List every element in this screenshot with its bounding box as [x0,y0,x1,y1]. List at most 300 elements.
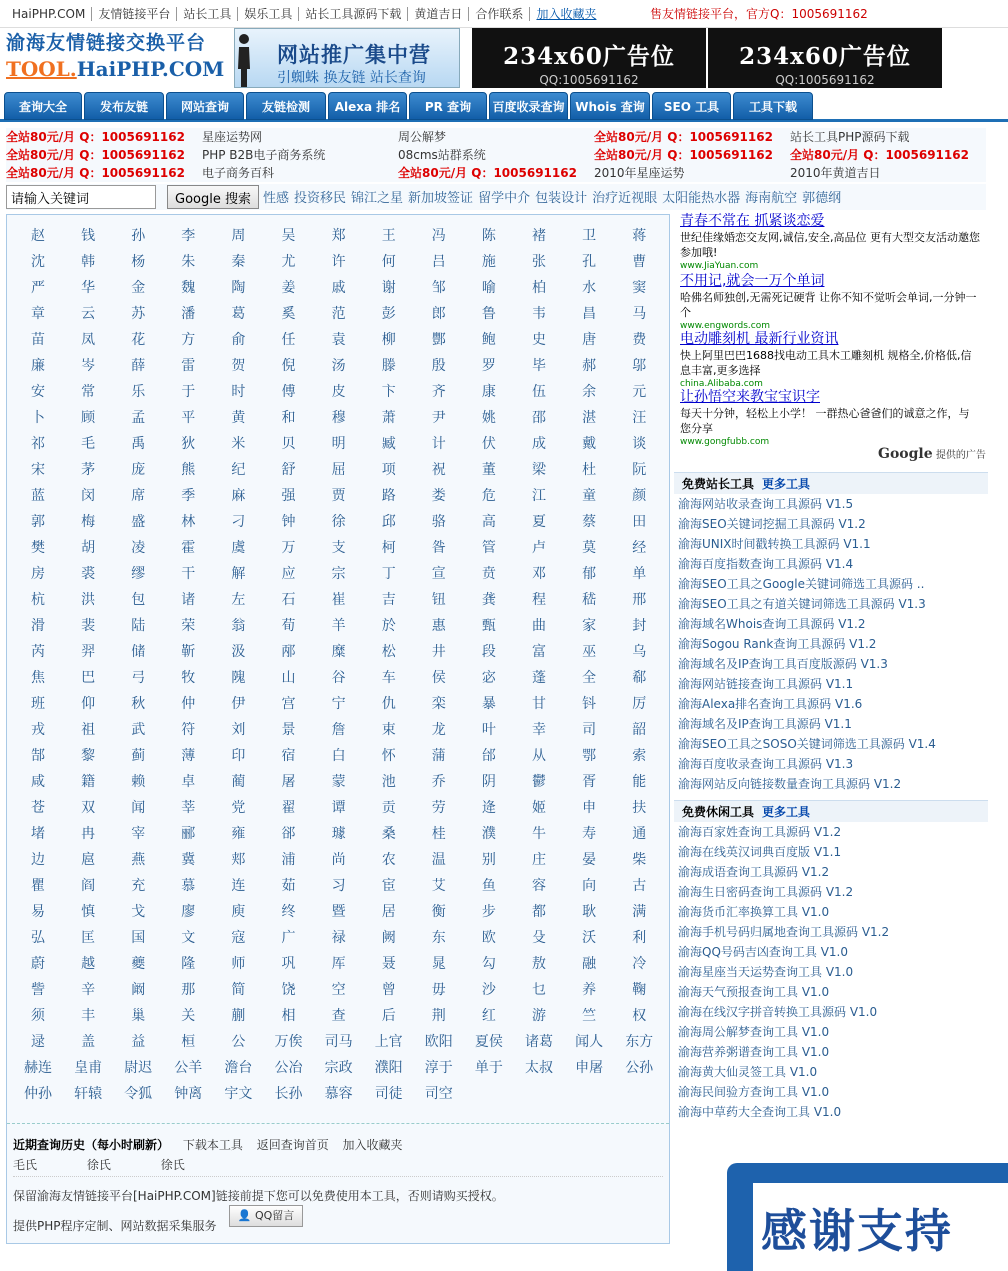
nav-tab[interactable]: 友链检测 [246,92,326,120]
tool-link[interactable]: 渝海黄大仙灵签工具 V1.0 [678,1065,818,1079]
surname-link[interactable]: 芮 [31,644,45,660]
surname-link[interactable]: 乔 [431,774,446,790]
tool-link[interactable]: 渝海民间验方查询工具 V1.0 [678,1085,830,1099]
surname-link[interactable]: 储 [131,644,146,660]
surname-link[interactable]: 云 [81,306,96,322]
surname-link[interactable]: 都 [532,904,546,920]
surname-link[interactable]: 杭 [31,592,45,608]
surname-link[interactable]: 文 [181,930,196,946]
surname-link[interactable]: 贝 [281,436,296,452]
hot-keyword[interactable]: 海南航空 [745,191,798,206]
surname-link[interactable]: 黎 [81,748,96,764]
surname-link[interactable]: 董 [481,462,496,478]
surname-link[interactable]: 郝 [582,358,597,374]
surname-link[interactable]: 吉 [381,592,396,608]
surname-link[interactable]: 夏 [532,514,546,530]
tool-link[interactable]: 渝海SEO关键词挖掘工具源码 V1.2 [678,517,866,531]
surname-link[interactable]: 柴 [632,852,647,868]
tool-link[interactable]: 渝海百家姓查询工具源码 V1.2 [678,825,842,839]
surname-link[interactable]: 戈 [131,904,146,920]
surname-link[interactable]: 谷 [331,670,346,686]
surname-link[interactable]: 左 [231,592,246,608]
ad-item[interactable] [680,330,980,390]
surname-link[interactable]: 司空 [424,1086,453,1102]
surname-link[interactable]: 甘 [532,696,546,712]
surname-link[interactable]: 盛 [131,514,146,530]
surname-link[interactable]: 虞 [231,540,246,556]
surname-link[interactable]: 顾 [81,410,96,426]
surname-link[interactable]: 凌 [131,540,146,556]
surname-link[interactable]: 雷 [181,358,196,374]
surname-link[interactable]: 奚 [281,306,296,322]
surname-link[interactable]: 贺 [231,358,246,374]
hot-keyword[interactable]: 包装设计 [535,191,588,206]
surname-link[interactable]: 姜 [281,280,296,296]
surname-link[interactable]: 冷 [632,956,647,972]
surname-link[interactable]: 湛 [582,410,597,426]
surname-link[interactable]: 轩辕 [74,1086,103,1102]
surname-link[interactable]: 乜 [532,982,546,998]
surname-link[interactable]: 邹 [431,280,446,296]
surname-link[interactable]: 符 [181,722,196,738]
surname-link[interactable]: 方 [181,332,196,348]
surname-link[interactable]: 石 [281,592,296,608]
surname-link[interactable]: 戚 [331,280,346,296]
surname-link[interactable]: 空 [331,982,346,998]
surname-link[interactable]: 融 [582,956,597,972]
surname-link[interactable]: 澹台 [224,1060,253,1076]
link-ad-red[interactable]: 全站80元/月 Q：1005691162 [594,130,773,144]
surname-link[interactable]: 缪 [131,566,146,582]
surname-link[interactable]: 欧 [481,930,496,946]
surname-link[interactable]: 严 [31,280,45,296]
hot-keyword[interactable]: 新加坡签证 [408,191,474,206]
hot-keyword[interactable]: 太阳能热水器 [662,191,741,206]
surname-link[interactable]: 金 [131,280,146,296]
ad-item[interactable] [680,212,980,272]
surname-link[interactable]: 孟 [131,410,146,426]
surname-link[interactable]: 甄 [481,618,496,634]
nav-tab[interactable]: Whois 查询 [570,92,650,120]
surname-link[interactable]: 俞 [231,332,246,348]
link-item[interactable]: 电子商务百科 [202,166,275,180]
surname-link[interactable]: 上官 [374,1034,403,1050]
surname-link[interactable]: 昌 [582,306,597,322]
nav-tab[interactable]: 查询大全 [4,92,82,120]
surname-link[interactable]: 夏侯 [474,1034,503,1050]
hot-keyword[interactable]: 性感 [263,191,290,206]
surname-link[interactable]: 羿 [81,644,96,660]
surname-link[interactable]: 尚 [331,852,346,868]
surname-link[interactable]: 卞 [381,384,396,400]
tool-link[interactable]: 渝海天气预报查询工具 V1.0 [678,985,830,999]
surname-link[interactable]: 戎 [31,722,45,738]
surname-link[interactable]: 巴 [81,670,96,686]
surname-link[interactable]: 习 [331,878,346,894]
tool-link[interactable]: 渝海中草药大全查询工具 V1.0 [678,1105,842,1119]
surname-link[interactable]: 蒲 [431,748,446,764]
surname-link[interactable]: 洪 [81,592,96,608]
surname-link[interactable]: 林 [181,514,196,530]
surname-link[interactable]: 屠 [281,774,296,790]
surname-link[interactable]: 秋 [131,696,146,712]
surname-link[interactable]: 季 [181,488,196,504]
surname-link[interactable]: 东 [431,930,446,946]
surname-link[interactable]: 欧阳 [424,1034,453,1050]
surname-link[interactable]: 公孙 [625,1060,654,1076]
surname-link[interactable]: 蓟 [131,748,146,764]
surname-link[interactable]: 康 [481,384,496,400]
surname-link[interactable]: 房 [31,566,45,582]
surname-link[interactable]: 巫 [582,644,597,660]
surname-link[interactable]: 包 [131,592,146,608]
surname-link[interactable]: 通 [632,826,647,842]
surname-link[interactable]: 权 [632,1008,647,1024]
surname-link[interactable]: 王 [381,228,396,244]
surname-link[interactable]: 广 [281,930,296,946]
surname-link[interactable]: 卜 [31,410,45,426]
surname-link[interactable]: 谭 [331,800,346,816]
surname-link[interactable]: 邵 [532,410,546,426]
surname-link[interactable]: 娄 [431,488,446,504]
surname-link[interactable]: 樊 [31,540,45,556]
surname-link[interactable]: 逄 [481,800,496,816]
surname-link[interactable]: 庞 [131,462,146,478]
surname-link[interactable]: 宇文 [224,1086,253,1102]
surname-link[interactable]: 嵇 [582,592,597,608]
surname-link[interactable]: 路 [381,488,396,504]
surname-link[interactable]: 束 [381,722,396,738]
surname-link[interactable]: 武 [131,722,146,738]
surname-link[interactable]: 唐 [582,332,597,348]
surname-link[interactable]: 易 [31,904,45,920]
surname-link[interactable]: 关 [181,1008,196,1024]
surname-link[interactable]: 韦 [532,306,546,322]
surname-link[interactable]: 毋 [431,982,446,998]
surname-link[interactable]: 凤 [81,332,96,348]
surname-link[interactable]: 鞠 [632,982,647,998]
surname-link[interactable]: 孔 [582,254,597,270]
ad-title[interactable]: 电动雕刻机 最新行业资讯 [680,331,839,347]
surname-link[interactable]: 莘 [181,800,196,816]
surname-link[interactable]: 薛 [131,358,146,374]
tool-link[interactable]: 渝海域名Whois查询工具源码 V1.2 [678,617,866,631]
surname-link[interactable]: 钱 [81,228,96,244]
surname-link[interactable]: 单于 [474,1060,503,1076]
surname-link[interactable]: 牧 [181,670,196,686]
surname-link[interactable]: 宋 [31,462,45,478]
surname-link[interactable]: 申 [582,800,597,816]
surname-link[interactable]: 司 [582,722,597,738]
tool-link[interactable]: 渝海百度收录查询工具源码 V1.3 [678,757,854,771]
surname-link[interactable]: 蔡 [582,514,597,530]
surname-link[interactable]: 孙 [131,228,146,244]
surname-link[interactable]: 元 [632,384,647,400]
surname-link[interactable]: 仇 [381,696,396,712]
surname-link[interactable]: 童 [582,488,597,504]
surname-link[interactable]: 巢 [131,1008,146,1024]
surname-link[interactable]: 李 [181,228,196,244]
surname-link[interactable]: 贡 [381,800,396,816]
surname-link[interactable]: 车 [381,670,396,686]
google-ad-label[interactable] [878,446,986,462]
surname-link[interactable]: 边 [31,852,45,868]
surname-link[interactable]: 臧 [381,436,396,452]
surname-link[interactable]: 闻 [131,800,146,816]
surname-link[interactable]: 席 [131,488,146,504]
surname-link[interactable]: 别 [481,852,496,868]
surname-link[interactable]: 酆 [431,332,446,348]
nav-tab[interactable]: PR 查询 [409,92,487,120]
surname-link[interactable]: 容 [532,878,546,894]
surname-link[interactable]: 鲍 [481,332,496,348]
surname-link[interactable]: 余 [582,384,597,400]
surname-link[interactable]: 衡 [431,904,446,920]
surname-link[interactable]: 夔 [131,956,146,972]
top-nav-item[interactable]: 合作联系 [469,7,530,21]
surname-link[interactable]: 麻 [231,488,246,504]
top-nav-item[interactable]: 娱乐工具 [238,7,299,21]
surname-link[interactable]: 班 [31,696,45,712]
surname-link[interactable]: 古 [632,878,647,894]
surname-link[interactable]: 冯 [431,228,446,244]
surname-link[interactable]: 印 [231,748,246,764]
surname-link[interactable]: 邴 [281,644,296,660]
surname-link[interactable]: 充 [131,878,146,894]
surname-link[interactable]: 马 [632,306,647,322]
surname-link[interactable]: 祁 [31,436,45,452]
surname-link[interactable]: 褚 [532,228,546,244]
surname-link[interactable]: 郏 [231,852,246,868]
surname-link[interactable]: 扶 [632,800,647,816]
history-item[interactable]: 徐氏 [86,1158,111,1172]
surname-link[interactable]: 弘 [31,930,45,946]
surname-link[interactable]: 鱼 [481,878,496,894]
surname-link[interactable]: 苏 [131,306,146,322]
surname-link[interactable]: 籍 [81,774,96,790]
surname-link[interactable]: 章 [31,306,45,322]
surname-link[interactable]: 殷 [431,358,446,374]
surname-link[interactable]: 富 [532,644,546,660]
surname-link[interactable]: 何 [381,254,396,270]
surname-link[interactable]: 师 [231,956,246,972]
surname-link[interactable]: 陆 [131,618,146,634]
surname-link[interactable]: 冀 [181,852,196,868]
surname-link[interactable]: 钭 [582,696,597,712]
surname-link[interactable]: 伍 [532,384,546,400]
surname-link[interactable]: 纪 [231,462,246,478]
surname-link[interactable]: 劳 [431,800,446,816]
link-ad-red[interactable]: 全站80元/月 Q：1005691162 [790,148,969,162]
surname-link[interactable]: 潘 [181,306,196,322]
surname-link[interactable]: 牛 [532,826,546,842]
more-tools-link[interactable]: 更多工具 [762,477,811,491]
surname-link[interactable]: 聂 [381,956,396,972]
surname-link[interactable]: 咸 [31,774,45,790]
tool-link[interactable]: 渝海手机号码归属地查询工具源码 V1.2 [678,925,890,939]
surname-link[interactable]: 邢 [632,592,647,608]
surname-link[interactable]: 宰 [131,826,146,842]
surname-link[interactable]: 敖 [532,956,546,972]
surname-link[interactable]: 瞿 [31,878,45,894]
surname-link[interactable]: 傅 [281,384,296,400]
tool-link[interactable]: 渝海域名及IP查询工具源码 V1.1 [678,717,852,731]
surname-link[interactable]: 秦 [231,254,246,270]
tool-link[interactable]: 渝海周公解梦查询工具 V1.0 [678,1025,830,1039]
surname-link[interactable]: 东方 [625,1034,654,1050]
surname-link[interactable]: 华 [81,280,96,296]
surname-link[interactable]: 宫 [281,696,296,712]
ad-title[interactable]: 让孙悟空来教宝宝识字 [680,389,820,405]
surname-link[interactable]: 应 [281,566,296,582]
surname-link[interactable]: 索 [632,748,647,764]
surname-link[interactable]: 晏 [582,852,597,868]
surname-link[interactable]: 太叔 [525,1060,553,1076]
surname-link[interactable]: 燕 [131,852,146,868]
hot-keyword[interactable]: 治疗近视眼 [592,191,658,206]
surname-link[interactable]: 从 [532,748,546,764]
link-item[interactable]: 2010年黄道吉日 [790,166,881,180]
surname-link[interactable]: 须 [31,1008,45,1024]
tool-link[interactable]: 渝海生日密码查询工具源码 V1.2 [678,885,854,899]
surname-link[interactable]: 靳 [181,644,196,660]
surname-link[interactable]: 居 [381,904,396,920]
more-tools-link[interactable]: 更多工具 [762,805,811,819]
surname-link[interactable]: 万 [281,540,296,556]
surname-link[interactable]: 堵 [31,826,45,842]
surname-link[interactable]: 邰 [481,748,496,764]
link-item[interactable]: 08cms站群系统 [398,148,486,162]
surname-link[interactable]: 刘 [231,722,246,738]
surname-link[interactable]: 司马 [324,1034,353,1050]
surname-link[interactable]: 诸葛 [525,1034,553,1050]
surname-link[interactable]: 钟离 [174,1086,203,1102]
surname-link[interactable]: 黄 [231,410,246,426]
surname-link[interactable]: 訾 [31,982,45,998]
surname-link[interactable]: 蔺 [231,774,246,790]
surname-link[interactable]: 管 [481,540,496,556]
surname-link[interactable]: 柳 [381,332,396,348]
surname-link[interactable]: 乌 [632,644,647,660]
surname-link[interactable]: 竺 [582,1008,597,1024]
surname-link[interactable]: 韩 [81,254,96,270]
surname-link[interactable]: 沈 [31,254,45,270]
tool-link[interactable]: 渝海百度指数查询工具源码 V1.4 [678,557,854,571]
surname-link[interactable]: 后 [381,1008,396,1024]
surname-link[interactable]: 詹 [331,722,346,738]
surname-link[interactable]: 全 [582,670,597,686]
surname-link[interactable]: 皮 [331,384,346,400]
surname-link[interactable]: 仲 [181,696,196,712]
surname-link[interactable]: 阎 [81,878,96,894]
link-item[interactable]: 星座运势网 [202,130,263,144]
ad-item[interactable] [680,272,980,332]
surname-link[interactable]: 单 [632,566,647,582]
surname-link[interactable]: 终 [281,904,296,920]
surname-link[interactable]: 于 [181,384,196,400]
surname-link[interactable]: 鲁 [481,306,496,322]
surname-link[interactable]: 蒯 [231,1008,246,1024]
link-item[interactable]: 2010年星座运势 [594,166,685,180]
surname-link[interactable]: 伏 [481,436,496,452]
surname-link[interactable]: 皇甫 [74,1060,103,1076]
tool-link[interactable]: 渝海SEO工具之Google关键词筛选工具源码 .. [678,577,925,591]
surname-link[interactable]: 隗 [231,670,246,686]
ad-item[interactable] [680,388,980,448]
surname-link[interactable]: 梅 [81,514,96,530]
surname-link[interactable]: 窦 [632,280,647,296]
surname-link[interactable]: 莫 [582,540,597,556]
top-nav-item[interactable]: 站长工具源码下载 [299,7,408,21]
surname-link[interactable]: 沃 [582,930,597,946]
surname-link[interactable]: 郁 [582,566,597,582]
surname-link[interactable]: 吕 [431,254,446,270]
surname-link[interactable]: 桓 [181,1034,196,1050]
surname-link[interactable]: 程 [532,592,546,608]
ad-url[interactable]: www.gongfubb.com [680,437,770,447]
surname-link[interactable]: 薄 [181,748,196,764]
nav-tab[interactable]: SEO 工具 [652,92,731,120]
surname-link[interactable]: 骆 [431,514,446,530]
tool-link[interactable]: 渝海Sogou Rank查询工具源码 V1.2 [678,637,877,651]
nav-tab[interactable]: 发布友链 [84,92,164,120]
surname-link[interactable]: 罗 [481,358,496,374]
surname-link[interactable]: 廖 [181,904,196,920]
link-item[interactable]: 周公解梦 [398,130,447,144]
surname-link[interactable]: 荆 [431,1008,446,1024]
surname-link[interactable]: 苍 [31,800,45,816]
surname-link[interactable]: 柯 [381,540,396,556]
surname-link[interactable]: 暴 [481,696,496,712]
ad-url[interactable]: china.Alibaba.com [680,379,763,389]
surname-link[interactable]: 郑 [331,228,346,244]
top-nav-item[interactable]: 黄道吉日 [408,7,469,21]
surname-link[interactable]: 栾 [431,696,446,712]
surname-link[interactable]: 桂 [431,826,446,842]
surname-link[interactable]: 水 [582,280,597,296]
surname-link[interactable]: 连 [231,878,246,894]
surname-link[interactable]: 穆 [331,410,346,426]
surname-link[interactable]: 项 [381,462,396,478]
surname-link[interactable]: 厉 [632,696,647,712]
surname-link[interactable]: 禄 [331,930,346,946]
surname-link[interactable]: 寿 [582,826,597,842]
surname-link[interactable]: 濮 [481,826,496,842]
surname-link[interactable]: 养 [582,982,597,998]
surname-link[interactable]: 茹 [281,878,296,894]
surname-link[interactable]: 陶 [231,280,246,296]
surname-link[interactable]: 郎 [431,306,446,322]
surname-link[interactable]: 狄 [181,436,196,452]
surname-link[interactable]: 费 [632,332,647,348]
tool-link[interactable]: 渝海成语查询工具源码 V1.2 [678,865,830,879]
surname-link[interactable]: 郜 [31,748,45,764]
surname-link[interactable]: 翟 [281,800,296,816]
surname-link[interactable]: 卫 [582,228,597,244]
tool-link[interactable]: 渝海在线英汉词典百度版 V1.1 [678,845,842,859]
surname-link[interactable]: 羊 [331,618,346,634]
surname-link[interactable]: 濮阳 [374,1060,403,1076]
surname-link[interactable]: 益 [131,1034,146,1050]
surname-link[interactable]: 阙 [381,930,396,946]
surname-link[interactable]: 侯 [431,670,446,686]
link-item[interactable]: 站长工具PHP源码下载 [790,130,910,144]
surname-link[interactable]: 宁 [331,696,346,712]
surname-link[interactable]: 万俟 [274,1034,303,1050]
surname-link[interactable]: 阮 [632,462,647,478]
surname-link[interactable]: 幸 [532,722,546,738]
surname-link[interactable]: 赖 [131,774,146,790]
